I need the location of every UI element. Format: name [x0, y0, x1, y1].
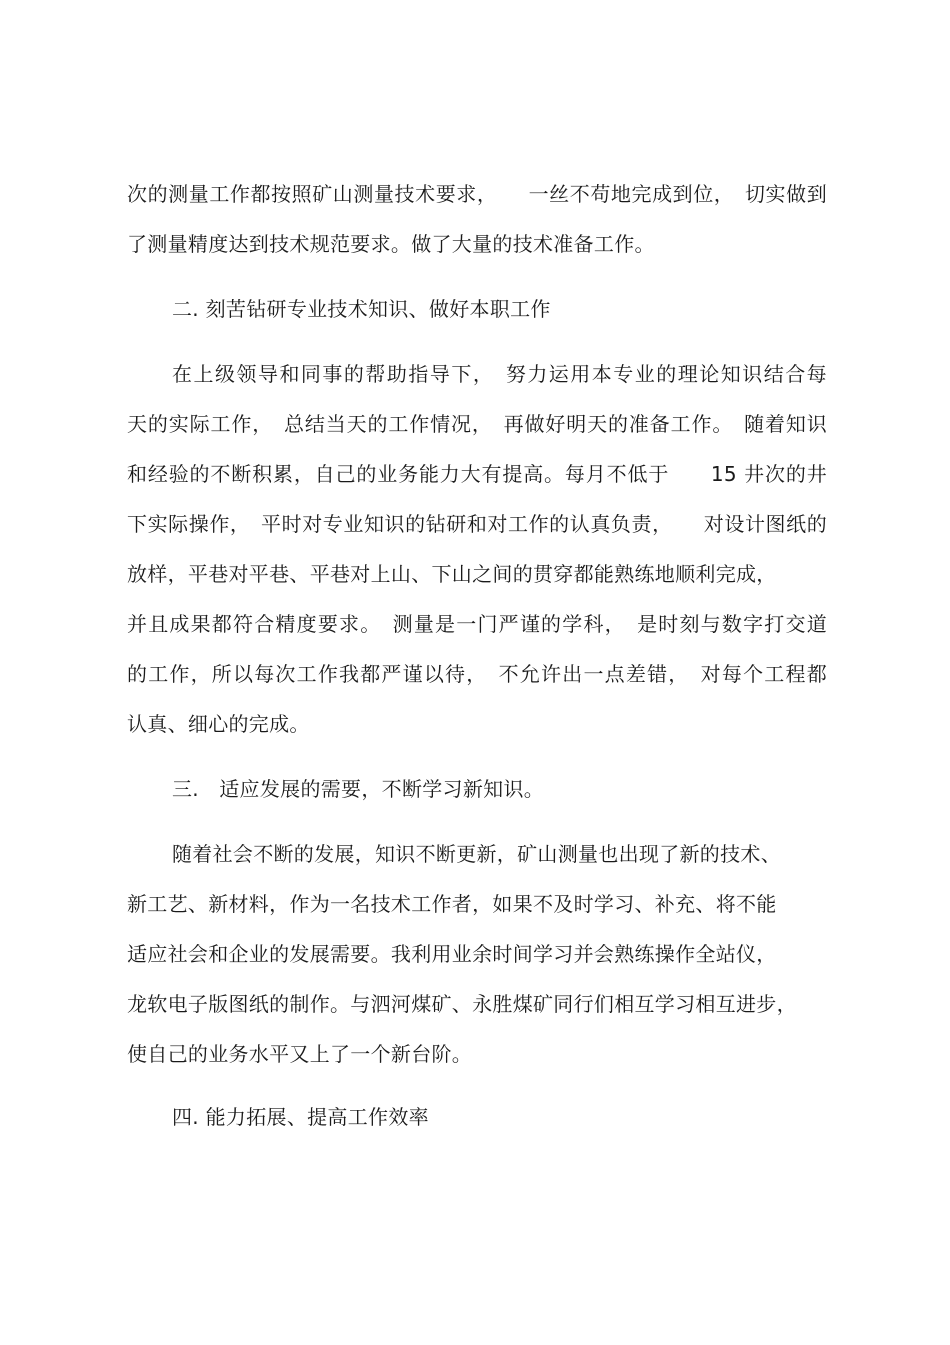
text-line-10: 的工作，所以每次工作我都严谨以待， 不允许出一点差错， 对每个工程都 — [127, 662, 827, 686]
text-line-8: 放样，平巷对平巷、平巷对上山、下山之间的贯穿都能熟练地顺利完成， — [127, 562, 777, 586]
text-line-13: 随着社会不断的发展，知识不断更新，矿山测量也出现了新的技术、 — [172, 842, 781, 866]
text-line-17: 使自己的业务水平又上了一个新台阶。 — [127, 1042, 473, 1066]
text-line-5: 天的实际工作， 总结当天的工作情况， 再做好明天的准备工作。 随着知识 — [127, 412, 827, 436]
text-line-11: 认真、细心的完成。 — [127, 712, 310, 736]
text-line-6: 和经验的不断积累，自己的业务能力大有提高。每月不低于 15 井次的井 — [127, 462, 827, 486]
text-line-14: 新工艺、新材料，作为一名技术工作者，如果不及时学习、补充、将不能 — [127, 892, 777, 916]
section-heading-3: 三. 适应发展的需要，不断学习新知识。 — [172, 777, 545, 801]
text-line-9: 并且成果都符合精度要求。 测量是一门严谨的学科， 是时刻与数字打交道 — [127, 612, 827, 636]
text-line-4: 在上级领导和同事的帮助指导下， 努力运用本专业的理论知识结合每 — [172, 362, 827, 386]
section-heading-2: 二. 刻苦钻研专业技术知识、做好本职工作 — [172, 297, 551, 321]
text-line-2: 了测量精度达到技术规范要求。做了大量的技术准备工作。 — [127, 232, 655, 256]
text-line-1: 次的测量工作都按照矿山测量技术要求， 一丝不苟地完成到位， 切实做到 — [127, 182, 827, 206]
text-line-7: 下实际操作， 平时对专业知识的钻研和对工作的认真负责， 对设计图纸的 — [127, 512, 827, 536]
text-line-16: 龙软电子版图纸的制作。与泗河煤矿、永胜煤矿同行们相互学习相互进步， — [127, 992, 797, 1016]
text-line-15: 适应社会和企业的发展需要。我利用业余时间学习并会熟练操作全站仪， — [127, 942, 777, 966]
section-heading-4: 四. 能力拓展、提高工作效率 — [172, 1105, 429, 1129]
